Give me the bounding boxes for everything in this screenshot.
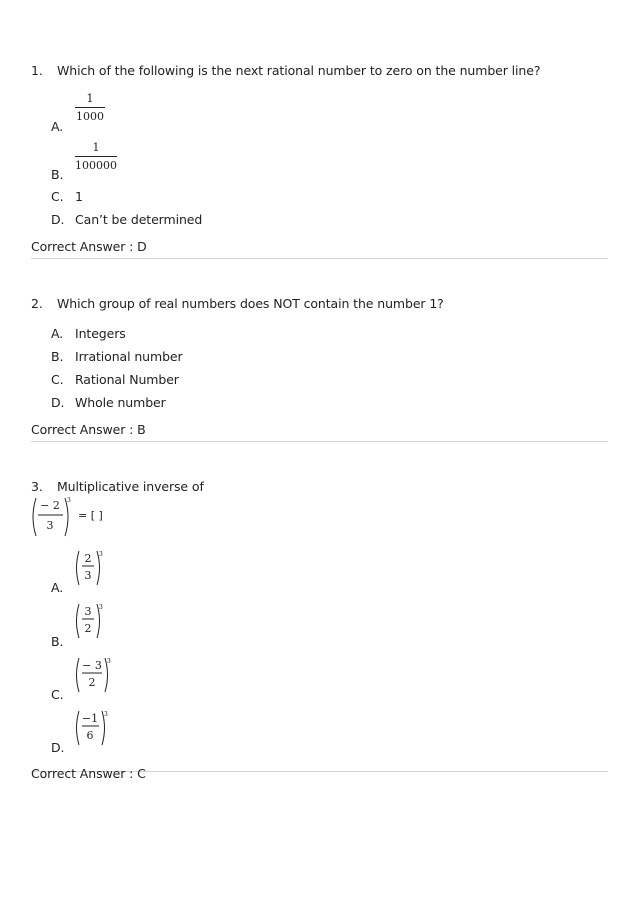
fraction: [75, 141, 117, 172]
left-paren: [77, 658, 80, 692]
correct-answer: Correct Answer : D: [31, 239, 147, 254]
fraction-numerator: 2: [84, 552, 92, 565]
left-paren: [33, 498, 36, 536]
option-letter: C.: [51, 189, 64, 204]
question-number: 2.: [31, 296, 43, 311]
exponent: 3: [99, 551, 103, 558]
power-fraction: [74, 548, 110, 588]
option-text: Rational Number: [75, 372, 179, 387]
option-letter: A.: [51, 580, 64, 595]
correct-answer: Correct Answer : B: [31, 422, 146, 437]
correct-answer: Correct Answer : C: [31, 766, 146, 781]
left-paren: [77, 711, 80, 745]
left-paren: [77, 604, 80, 638]
question-text: Multiplicative inverse of: [57, 479, 204, 494]
option-letter: B.: [51, 349, 64, 364]
left-paren: [77, 551, 80, 585]
exponent: 3: [99, 604, 103, 611]
fraction-denominator: 100000: [75, 159, 117, 172]
option-letter: D.: [51, 212, 65, 227]
option-letter: C.: [51, 687, 64, 702]
question-number: 1.: [31, 63, 43, 78]
question-text: Which group of real numbers does NOT contain the number 1?: [57, 296, 444, 311]
fraction-denominator: 3: [46, 519, 54, 532]
exponent: 3: [104, 711, 108, 718]
fraction-denominator: 6: [86, 729, 94, 742]
option-letter: D.: [51, 740, 65, 755]
question-number: 3.: [31, 479, 43, 494]
fraction-denominator: 2: [84, 622, 92, 635]
fraction-numerator: − 3: [82, 659, 102, 672]
option-letter: A.: [51, 119, 64, 134]
exponent: 3: [67, 497, 71, 504]
power-fraction-expression: [30, 495, 140, 541]
expression-suffix: = [ ]: [78, 509, 103, 522]
divider: [31, 258, 608, 259]
power-fraction: [74, 708, 114, 748]
fraction-denominator: 1000: [76, 110, 104, 123]
power-fraction: [74, 601, 110, 641]
fraction-numerator: 3: [84, 605, 92, 618]
option-text: Irrational number: [75, 349, 183, 364]
fraction-numerator: − 2: [40, 499, 60, 512]
option-text: Whole number: [75, 395, 166, 410]
option-text: Can’t be determined: [75, 212, 203, 227]
fraction-numerator: 1: [86, 92, 94, 105]
option-text: Integers: [75, 326, 126, 341]
divider: [31, 441, 608, 442]
power-fraction: [74, 655, 118, 695]
fraction: [75, 92, 105, 123]
fraction-numerator: 1: [92, 141, 100, 154]
fraction-denominator: 3: [84, 569, 92, 582]
fraction-numerator: −1: [81, 712, 99, 725]
option-letter: A.: [51, 326, 64, 341]
question-text: Which of the following is the next rational number to zero on the number line?: [57, 63, 541, 78]
option-letter: B.: [51, 634, 64, 649]
fraction-denominator: 2: [88, 676, 96, 689]
exponent: 3: [107, 658, 111, 665]
option-letter: D.: [51, 395, 65, 410]
option-text: 1: [75, 189, 83, 204]
option-letter: B.: [51, 167, 64, 182]
option-letter: C.: [51, 372, 64, 387]
